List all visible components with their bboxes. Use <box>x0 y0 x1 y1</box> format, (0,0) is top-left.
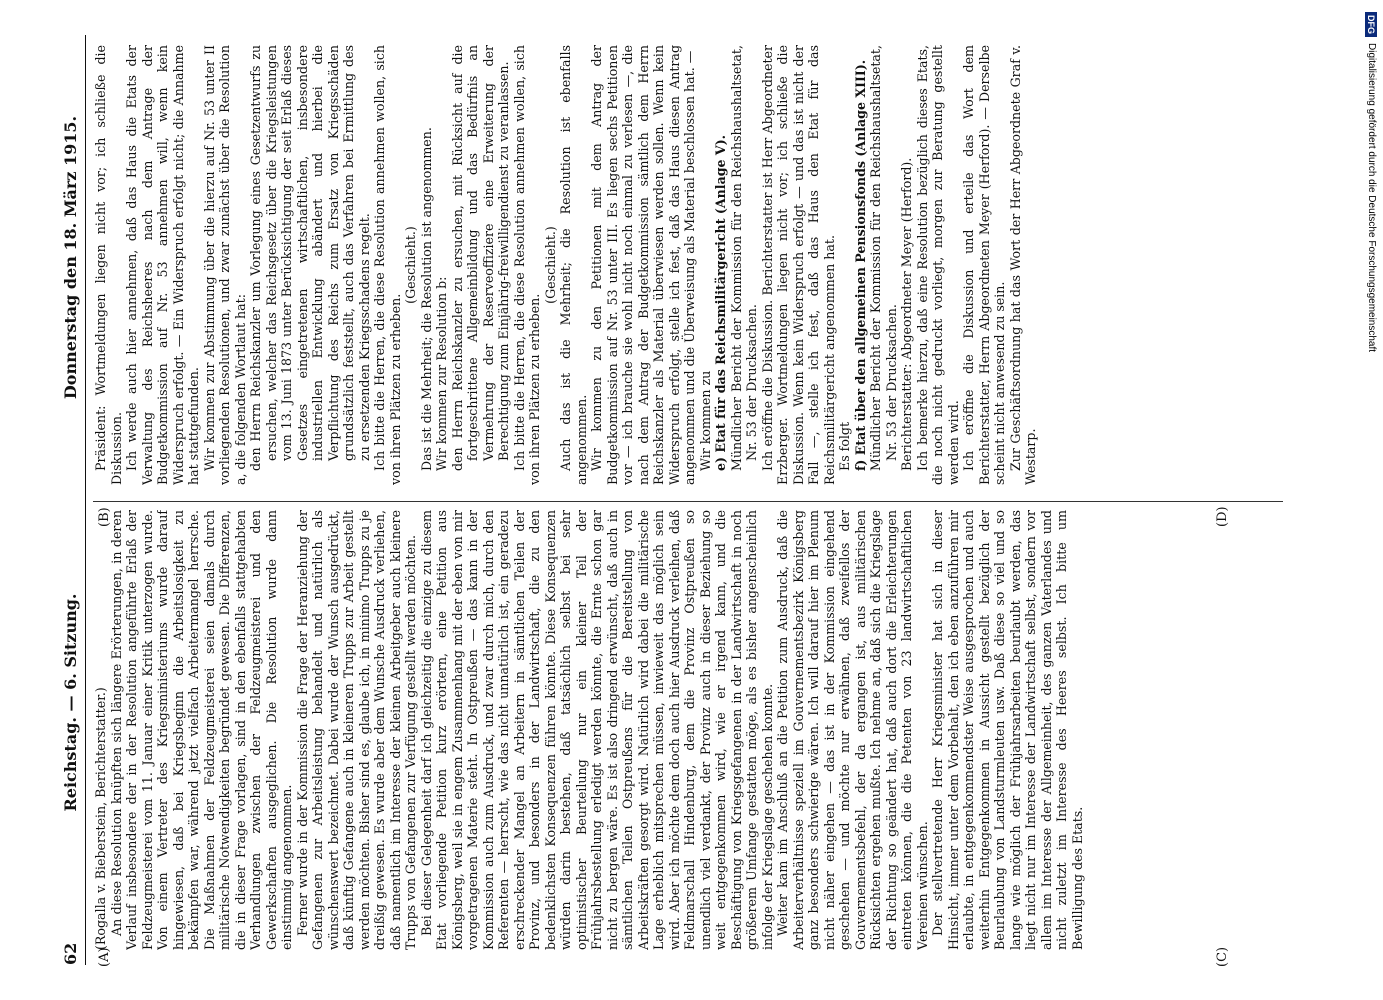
right-paragraph: Wir kommen zur Abstimmung über die hierzu auf Nr. 53 unter II vorliegenden Resolutionen, und zwar zunächst über die Resolution a, die folgenden Wortlaut hat: <box>201 45 248 485</box>
left-paragraph: Ferner wurde in der Kommission die Frage der Heranziehung der Gefangenen zur Arbeitsleistung behandelt und natürlich als wünschenswert bezeichnet. Dabei wurde der Wunsch ausgedrückt, daß künftig Gefangene auch in kleineren Trupps zur Arbeit gestellt werden möchten. Bisher sind es, glaube ich, in minimo Trupps zu je dreißig gewesen. Es wurde aber dem Wunsche Ausdruck verliehen, daß namentlich im Interesse der kleinen Arbeitgeber auch kleinere Trupps von Gefangenen zur Verfügung gestellt werden möchten. <box>294 510 418 950</box>
right-paragraph: Berichterstatter: Abgeordneter Meyer (Herford). <box>899 157 914 471</box>
right-paragraph: Ich eröffne die Diskussion. Berichterstatter ist Herr Abgeordneter Erzberger. Wortmeldungen liegen nicht vor; ich schließe die Diskussion. Wenn kein Widerspruch erfolgt — und das ist nicht der Fall —, stelle ich fest, daß das Haus den Etat für das Reichsmilitärgericht angenommen hat. <box>759 45 837 485</box>
right-paragraph: Wir kommen zur Resolution b: <box>434 276 449 471</box>
header-date: Donnerstag den 18. März 1915. <box>60 115 80 400</box>
right-paragraph: Ich bitte die Herren, die diese Resolution annehmen wollen, sich von ihren Plätzen zu erheben. <box>372 45 403 485</box>
agenda-item: e) Etat für das Reichsmilitärgericht (Anlage V). <box>713 134 728 471</box>
margin-mark-a: (A) <box>97 947 112 967</box>
left-paragraph: Weiter kam im Anschluß an die Petition zum Ausdruck, daß die Arbeiterverhältnisse speziell im Gouvernementsbezirk Königsberg ganz besonders schwierige wären. Ich will darauf hier im Plenum nicht näher eingehen — das ist in der Kommission eingehend geschehen — und möchte nur erwähnen, daß zweifellos der Gouvernementsbefehl, der da ergangen ist, aus militärischen Rücksichten ergehen mußte. Ich nehme an, daß sich die Kriegslage der Richtung so geändert hat, daß auch dort die Erleichterungen eintreten können, die die Petenten von 23 landwirtschaftlichen Vereinen wünschen. <box>775 510 930 950</box>
column-divider <box>93 501 1283 502</box>
right-paragraph: Ich werde auch hier annehmen, daß das Haus die Etats der Verwaltung des Reichsheeres nach dem Antrage der Budgetkommission auf Nr. 53 annehmen will, wenn kein Widerspruch erfolgt. — Ein Widerspruch erfolgt nicht; die Annahme hat stattgefunden. <box>124 45 201 485</box>
right-paragraph: Ich bemerke hierzu, daß eine Resolution bezüglich dieses Etats, die noch nicht gedruckt vorliegt, morgen zur Beratung gestellt werden wird. <box>914 45 961 485</box>
agenda-item: f) Etat über den allgemeinen Pensionsfonds (Anlage XIII). <box>852 59 868 471</box>
resolution-text: den Herrn Reichskanzler um Vorlegung eines Gesetzentwurfs zu ersuchen, welcher das Reichsgesetz über die Kriegsleistungen vom 13. Juni 1873 unter Berücksichtigung der seit Erlaß dieses Gesetzes eingetretenen wirtschaftlichen, insbesondere industriellen Entwicklung abändert und hierbei die Verpflichtung des Reichs zum Ersatz von Kriegsschäden grundsätzlich feststellt, auch das Verfahren bei Ermittlung des zu ersetzenden Kriegsschadens regelt. <box>248 45 372 471</box>
margin-mark-c: (C) <box>1215 946 1230 967</box>
page-number: 62 <box>60 942 80 965</box>
margin-mark-d: (D) <box>1215 506 1230 527</box>
stage-direction: (Geschieht.) <box>542 226 558 304</box>
digitization-credit <box>1364 12 1378 672</box>
left-column <box>93 510 1293 950</box>
right-paragraph: Es folgt <box>837 421 852 471</box>
left-paragraph: An diese Resolution knüpften sich längere Erörterungen, in deren Verlauf insbesondere der in der Resolution angeführte Erlaß der Feldzeugmeisterei vom 11. Januar einer Kritik unterzogen wurde. Von einem Vertreter des Kriegsministeriums wurde darauf hingewiesen, daß bei Kriegsbeginn die Arbeitslosigkeit zu bekämpfen war, während jetzt vielfach Arbeitermangel herrsche. Die Maßnahmen der Feldzeugmeisterei seien damals durch militärische Notwendigkeiten begründet gewesen. Die Differenzen, die in dieser Frage vorlagen, sind in den ebenfalls stattgehabten Verhandlungen zwischen der Feldzeugmeisterei und den Gewerkschaften ausgeglichen. Die Resolution wurde dann einstimmig angenommen. <box>108 510 294 950</box>
right-paragraph: Das ist die Mehrheit; die Resolution ist angenommen. <box>418 127 434 471</box>
right-paragraph: Auch das ist die Mehrheit; die Resolution ist ebenfalls angenommen. <box>558 45 589 485</box>
dfg-logo: DFG <box>1365 12 1377 37</box>
right-column <box>93 45 1293 485</box>
resolution-text: den Herrn Reichskanzler zu ersuchen, mit Rücksicht auf die fortgeschrittene Allgemeinbildung und das Bedürfnis an Vermehrung der Reserveoffiziere eine Erweiterung der Berechtigung zum Einjährig-freiwilligendienst zu veranlassen. <box>449 45 511 471</box>
left-paragraph: Der stellvertretende Herr Kriegsminister hat sich in dieser Hinsicht, immer unter dem Vorbehalt, den ich eben anzuführen mir erlaubte, in entgegenkommendster Weise ausgesprochen und auch weiterhin Entgegenkommen in Aussicht gestellt bezüglich der Beurlaubung von Landsturmleuten usw. Daß diese so viel und so lange wie möglich der Frühjahrsarbeiten beurlaubt werden, das liegt nicht nur im Interesse der Landwirtschaft selbst, sondern vor allem im Interesse der Allgemeinheit, des ganzen Vaterlandes und nicht zuletzt im Interesse des Heeres selbst. Ich bitte um Bewilligung des Etats. <box>930 510 1085 950</box>
credit-label: Digitalisierung gefördert durch die Deutsche Forschungsgemeinschaft <box>1366 43 1377 353</box>
right-paragraph: Ich bitte die Herren, die diese Resolution annehmen wollen, sich von ihren Plätzen zu erheben. <box>511 45 542 485</box>
stage-direction: (Geschieht.) <box>403 226 418 304</box>
right-paragraph: Zur Geschäftsordnung hat das Wort der Herr Abgeordnete Graf v. Westarp. <box>1007 45 1038 485</box>
right-paragraph: Wir kommen zu <box>697 370 713 471</box>
running-header <box>55 35 86 965</box>
left-paragraph: Bei dieser Gelegenheit darf ich gleichzeitig die einzige zu diesem Etat vorliegende Petition kurz erörtern, eine Petition aus Königsberg, weil sie in engem Zusammenhang mit der eben von mir vorgetragenen Materie steht. In Ostpreußen — das kann in der Kommission auch zum Ausdruck, und zwar durch mich, durch den Referenten — herrscht, wie das nicht unnatürlich ist, ein geradezu erschreckender Mangel an Arbeitern in sämtlichen Teilen der Provinz, und besonders in der Landwirtschaft, die zu den bedenklichsten Konsequenzen führen könnte. Diese Konsequenzen würden darin bestehen, daß tatsächlich selbst bei sehr optimistischer Beurteilung nur ein kleiner Teil der Frühjahrsbestellung erledigt werden könnte, die Ernte schon gar nicht zu bergen wäre. Es ist also dringend erwünscht, daß auch in sämtlichen Teilen Ostpreußens für die Bereitstellung von Arbeitskräften gesorgt wird. Natürlich wird dabei die militärische Lage erheblich mitsprechen müssen, inwieweit das möglich sein wird. Aber ich möchte dem doch auch hier Ausdruck verleihen, daß Feldmarschall Hindenburg, dem die Provinz Ostpreußen so unendlich viel verdankt, der Provinz auch in dieser Beziehung so weit entgegenkommen wird, wie er irgend kann, und die Beschäftigung von Kriegsgefangenen in der Landwirtschaft in noch größerem Umfange gestatten möge, als es bisher angenscheinlich infolge der Kriegslage geschehen konnte. <box>418 510 775 950</box>
right-paragraph: Wir kommen zu den Petitionen mit dem Antrag der Budgetkommission auf Nr. 53 unter III. Es liegen sechs Petitionen vor — ich brauche sie wohl nicht noch einmal zu verlesen —, die nach dem Antrag der Budgetkommission sämtlich dem Herrn Reichskanzler als Material überwiesen werden sollen. Wenn kein Widerspruch erfolgt, stelle ich fest, daß das Haus diesen Antrag angenommen und die Überweisung als Material beschlossen hat. — <box>589 45 697 485</box>
document-page <box>55 35 1305 965</box>
report-reference: Mündlicher Bericht der Kommission für den Reichshaushaltsetat, Nr. 53 der Drucksachen. <box>728 45 759 471</box>
right-paragraph: Ich eröffne die Diskussion und erteile das Wort dem Berichterstatter, Herrn Abgeordneten Meyer (Herford). — Derselbe scheint nicht anwesend zu sein. <box>961 45 1007 485</box>
margin-mark-b: (B) <box>97 507 112 527</box>
right-paragraph: Präsident: Wortmeldungen liegen nicht vor; ich schließe die Diskussion. <box>93 45 124 485</box>
header-session: Reichstag. — 6. Sitzung. <box>60 593 80 812</box>
report-reference: Mündlicher Bericht der Kommission für den Reichshaushaltsetat, Nr. 53 der Drucksachen. <box>868 45 899 471</box>
speaker-line: (Rogalla v. Bieberstein, Berichterstatter.) <box>93 687 108 950</box>
